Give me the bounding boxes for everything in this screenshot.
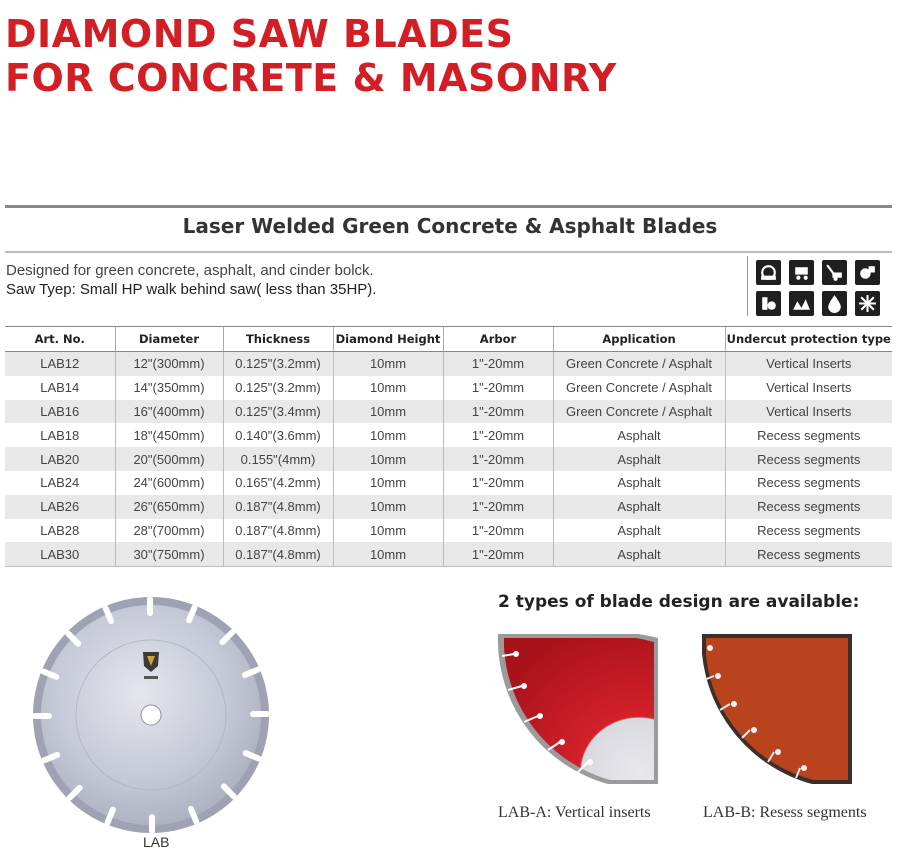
table-row [5, 471, 892, 495]
cell-diameter: 14"(350mm) [115, 376, 223, 400]
cell-application: Asphalt [553, 542, 725, 566]
cell-undercut: Vertical Inserts [725, 352, 892, 376]
col-header-thickness: Thickness [223, 327, 333, 352]
cell-application: Green Concrete / Asphalt [553, 400, 725, 424]
sparks-icon [855, 291, 880, 316]
cell-diameter: 30"(750mm) [115, 542, 223, 566]
cell-diameter: 16"(400mm) [115, 400, 223, 424]
cell-arbor: 1"-20mm [443, 519, 553, 543]
cell-arbor: 1"-20mm [443, 376, 553, 400]
cell-diamond-height: 10mm [333, 447, 443, 471]
cell-art-no: LAB16 [5, 400, 115, 424]
cell-application: Asphalt [553, 495, 725, 519]
cell-art-no: LAB18 [5, 423, 115, 447]
table-row [5, 519, 892, 543]
cell-art-no: LAB24 [5, 471, 115, 495]
cell-application: Asphalt [553, 447, 725, 471]
cell-art-no: LAB12 [5, 352, 115, 376]
table-row [5, 423, 892, 447]
demolition-icon [855, 260, 880, 285]
cell-undercut: Vertical Inserts [725, 400, 892, 424]
table-row [5, 542, 892, 566]
cell-application: Asphalt [553, 519, 725, 543]
top-divider [5, 205, 892, 208]
section-divider [5, 251, 892, 253]
cell-diamond-height: 10mm [333, 423, 443, 447]
cell-undercut: Recess segments [725, 447, 892, 471]
cell-thickness: 0.125"(3.2mm) [223, 352, 333, 376]
cell-diamond-height: 10mm [333, 495, 443, 519]
cell-diamond-height: 10mm [333, 542, 443, 566]
cell-arbor: 1"-20mm [443, 400, 553, 424]
cell-undercut: Recess segments [725, 423, 892, 447]
lab-blade-image [26, 590, 276, 840]
blade-types-heading: 2 types of blade design are available: [498, 592, 860, 612]
description-line: Designed for green concrete, asphalt, and cinder bolck. [6, 262, 374, 279]
cell-arbor: 1"-20mm [443, 471, 553, 495]
cell-art-no: LAB20 [5, 447, 115, 471]
cell-diameter: 20"(500mm) [115, 447, 223, 471]
table-row [5, 447, 892, 471]
cell-application: Asphalt [553, 471, 725, 495]
lab-caption: LAB [143, 834, 170, 850]
cell-undercut: Vertical Inserts [725, 376, 892, 400]
cell-arbor: 1"-20mm [443, 423, 553, 447]
cell-thickness: 0.155"(4mm) [223, 447, 333, 471]
walk-behind-saw-icon [822, 260, 847, 285]
cell-thickness: 0.187"(4.8mm) [223, 542, 333, 566]
col-header-application: Application [553, 327, 725, 352]
col-header-art-no: Art. No. [5, 327, 115, 352]
cell-diameter: 26"(650mm) [115, 495, 223, 519]
cell-undercut: Recess segments [725, 495, 892, 519]
brick-icon [789, 291, 814, 316]
application-icons [747, 256, 886, 316]
cell-application: Green Concrete / Asphalt [553, 352, 725, 376]
cell-diameter: 28"(700mm) [115, 519, 223, 543]
spec-table [5, 326, 892, 567]
product-description [6, 261, 376, 299]
cell-diameter: 12"(300mm) [115, 352, 223, 376]
cell-art-no: LAB30 [5, 542, 115, 566]
cell-diamond-height: 10mm [333, 376, 443, 400]
table-row [5, 352, 892, 376]
cell-diameter: 18"(450mm) [115, 423, 223, 447]
cell-arbor: 1"-20mm [443, 352, 553, 376]
lab-a-caption: LAB-A: Vertical inserts [498, 804, 651, 821]
water-drop-icon [822, 291, 847, 316]
cell-art-no: LAB14 [5, 376, 115, 400]
cell-art-no: LAB26 [5, 495, 115, 519]
table-row [5, 495, 892, 519]
concrete-cutting-icon [756, 260, 781, 285]
lab-b-caption: LAB-B: Resess segments [703, 804, 867, 821]
cell-arbor: 1"-20mm [443, 447, 553, 471]
col-header-undercut: Undercut protection type [725, 327, 892, 352]
handheld-saw-icon [756, 291, 781, 316]
cell-arbor: 1"-20mm [443, 495, 553, 519]
cell-undercut: Recess segments [725, 542, 892, 566]
road-saw-icon [789, 260, 814, 285]
cell-thickness: 0.125"(3.2mm) [223, 376, 333, 400]
cell-diameter: 24"(600mm) [115, 471, 223, 495]
cell-application: Green Concrete / Asphalt [553, 376, 725, 400]
table-row [5, 400, 892, 424]
title-line-2: FOR CONCRETE & MASONRY [5, 56, 617, 100]
cell-diamond-height: 10mm [333, 352, 443, 376]
col-header-diamond-height: Diamond Height [333, 327, 443, 352]
col-header-diameter: Diameter [115, 327, 223, 352]
table-header-row [5, 327, 892, 352]
col-header-arbor: Arbor [443, 327, 553, 352]
page-title [5, 12, 617, 100]
cell-arbor: 1"-20mm [443, 542, 553, 566]
section-title: Laser Welded Green Concrete & Asphalt Blades [182, 214, 718, 238]
lab-a-blade-image [498, 634, 658, 784]
cell-thickness: 0.187"(4.8mm) [223, 519, 333, 543]
lab-b-blade-image [702, 634, 852, 784]
cell-thickness: 0.187"(4.8mm) [223, 495, 333, 519]
cell-diamond-height: 10mm [333, 400, 443, 424]
cell-thickness: 0.125"(3.4mm) [223, 400, 333, 424]
cell-application: Asphalt [553, 423, 725, 447]
cell-undercut: Recess segments [725, 471, 892, 495]
cell-art-no: LAB28 [5, 519, 115, 543]
table-row [5, 376, 892, 400]
saw-type-line: Saw Tyep: Small HP walk behind saw( less than 35HP). [6, 281, 377, 298]
cell-diamond-height: 10mm [333, 471, 443, 495]
title-line-1: DIAMOND SAW BLADES [5, 12, 514, 56]
cell-thickness: 0.140"(3.6mm) [223, 423, 333, 447]
cell-diamond-height: 10mm [333, 519, 443, 543]
cell-thickness: 0.165"(4.2mm) [223, 471, 333, 495]
cell-undercut: Recess segments [725, 519, 892, 543]
